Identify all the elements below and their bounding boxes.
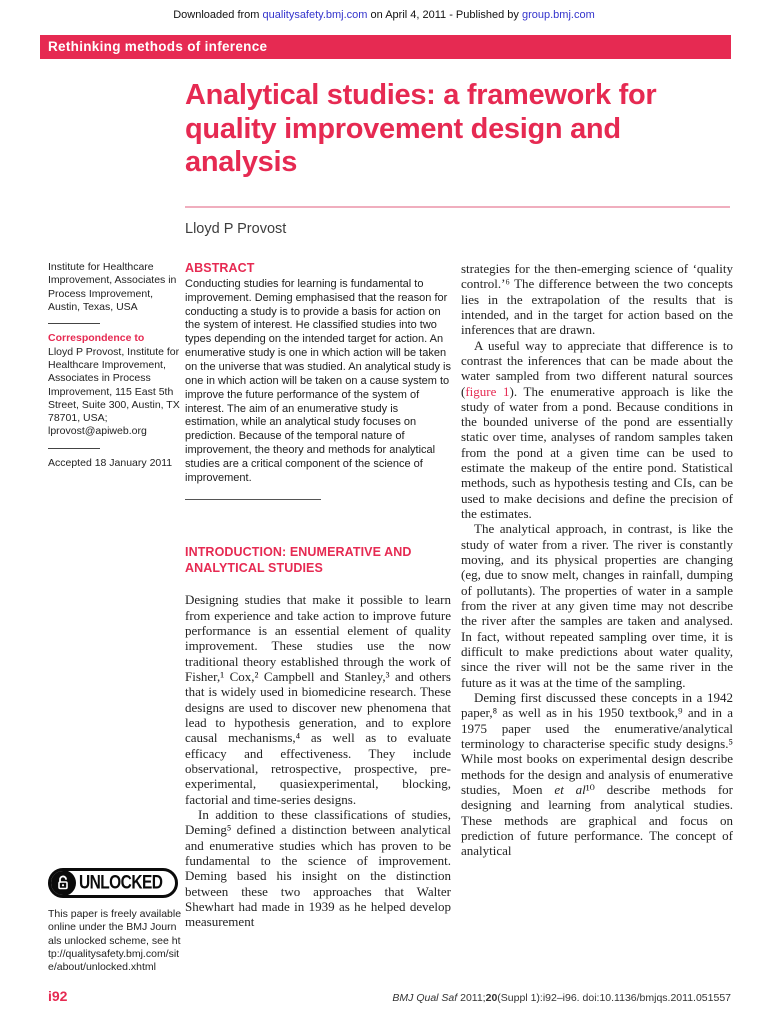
article-body <box>48 261 732 975</box>
abstract-divider <box>185 499 321 500</box>
introduction-heading: INTRODUCTION: ENUMERATIVE AND ANALYTICAL STUDIES <box>185 544 412 576</box>
download-header <box>0 0 768 21</box>
affiliation-text: Institute for Healthcare Improvement, Associates in Process Improvement, Austin, Texas, USA <box>48 260 177 313</box>
citation-volume: 20 <box>485 992 498 1004</box>
padlock-icon <box>50 870 76 896</box>
citation <box>392 992 731 1004</box>
figure-1-link[interactable]: figure 1 <box>465 383 510 399</box>
groupbmj-link[interactable]: group.bmj.com <box>521 9 595 21</box>
right-column <box>461 261 733 859</box>
author-name: Lloyd P Provost <box>185 220 287 237</box>
right-paragraph-4-pre: Deming first discussed these concepts in a 1942 paper,⁸ as well as in his 1950 textbook,⁹ and in a 1975 paper used the enumerative/analytical terminology to characterise specific study designs.⁵ While most books on experimental design describe methods for the design and analysis of enumerative studies, Moen <box>461 690 733 798</box>
qualitysafety-link[interactable]: qualitysafety.bmj.com <box>262 9 368 21</box>
middle-column <box>185 261 451 930</box>
introduction-text <box>185 592 451 929</box>
citation-year: 2011; <box>457 992 486 1004</box>
right-paragraph-2 <box>461 338 733 522</box>
citation-rest: (Suppl 1):i92–i96. doi:10.1136/bmjqs.2011.051557 <box>497 992 731 1004</box>
abstract-heading: ABSTRACT <box>185 260 255 275</box>
correspondence-heading: Correspondence to <box>48 332 145 345</box>
title-divider <box>185 206 730 208</box>
et-al-italic: et al <box>554 782 586 798</box>
correspondence-text: Lloyd P Provost, Institute for Healthcare Improvement, Associates in Process Improvement, 115 East 5th Street, Suite 300, Austin, TX 78701, USA; lprovost@apiweb.org <box>48 345 180 438</box>
article-title: Analytical studies: a framework for quality improvement design and analysis <box>185 79 657 179</box>
download-text-pre: Downloaded from <box>173 9 263 21</box>
title-area <box>185 79 730 237</box>
sidebar-divider <box>48 323 100 324</box>
right-paragraph-4-post: ¹⁰ describe methods for designing and learning from analytical studies. These methods are graphical and focus on prediction of future performance. The concept of analytical <box>461 782 733 859</box>
unlocked-block <box>48 868 182 975</box>
accepted-date: Accepted 18 January 2011 <box>48 456 173 469</box>
citation-journal: BMJ Qual Saf <box>392 992 458 1004</box>
right-paragraph-1: strategies for the then-emerging science of ‘quality control.’⁶ The difference between the two concepts lies in the extrapolation of the results that is intended, and in the target for action based on the inferences that are drawn. <box>461 260 733 338</box>
right-paragraph-3: The analytical approach, in contrast, is like the study of water from a river. The river is constantly moving, and its physical properties are changing (eg, due to snow melt, changes in rainfall, dumping of pollutants). The properties of water in a sample from the river at any given time may not describe the river after the samples are taken and analysed. In fact, without repeated sampling over time, it is difficult to make predictions about water quality, since the river will not be the same river in the future as it was at the time of the sampling. <box>461 521 733 690</box>
left-sidebar <box>48 261 182 975</box>
page-footer <box>48 988 731 1004</box>
intro-paragraph-2: In addition to these classifications of studies, Deming⁵ defined a distinction between analytical and enumerative studies which has proven to be fundamental to the science of improvement. Deming based his insight on the distinction between these two approaches that Walter Shewhart had made in 1939 as he helped develop measurement <box>185 806 451 930</box>
unlocked-note: This paper is freely available online under the BMJ Journals unlocked scheme, see http://qualitysafety.bmj.com/site/about/unlocked.xhtml <box>48 908 182 974</box>
section-banner: Rethinking methods of inference <box>40 35 731 59</box>
right-paragraph-2-post: ). The enumerative approach is like the study of water from a pond. Because conditions in the bounded universe of the pond are essentially static over time, analyses of random samples taken from the pond at a given time can be used to estimate the makeup of the entire pond. Statistical methods, such as hypothesis testing and CIs, can be used to make decisions and define the precision of the estimates. <box>461 383 733 522</box>
abstract-text: Conducting studies for learning is fundamental to improvement. Deming emphasised that the reason for conducting a study is to provide a basis for action on the system of interest. He classified studies into two types depending on the intended target for action. An enumerative study is one in which action will be taken on the universe that was studied. An analytical study is one in which action will be taken on a cause system to improve the future performance of the system of interest. The aim of an enumerative study is estimation, while an analytical study focuses on prediction. Because of the temporal nature of improvement, the theory and methods for analytical studies are a critical component of the science of improvement. <box>185 277 451 484</box>
unlocked-label: UNLOCKED <box>79 872 163 893</box>
intro-paragraph-1: Designing studies that make it possible to learn from experience and take action to improve future performance is an essential element of quality improvement. These studies use the now traditional theory established through the work of Fisher,¹ Cox,² Campbell and Stanley,³ and others that is widely used in biomedicine research. These designs are used to discover new phenomena that lead to hypothesis generation, and to explore causal mechanisms,⁴ as well as to evaluate efficacy and effectiveness. They include observational, retrospective, prospective, pre-experimental, quasiexperimental, blocking, factorial and time-series designs. <box>185 592 451 807</box>
right-paragraph-2-pre: A useful way to appreciate that difference is to contrast the inferences that can be made about the water sampled from two different natural sources ( <box>461 337 733 399</box>
page-number: i92 <box>48 988 68 1004</box>
right-paragraph-4 <box>461 690 733 859</box>
unlocked-badge <box>48 868 178 898</box>
sidebar-divider-2 <box>48 448 100 449</box>
download-text-mid: on April 4, 2011 - Published by <box>367 9 522 21</box>
